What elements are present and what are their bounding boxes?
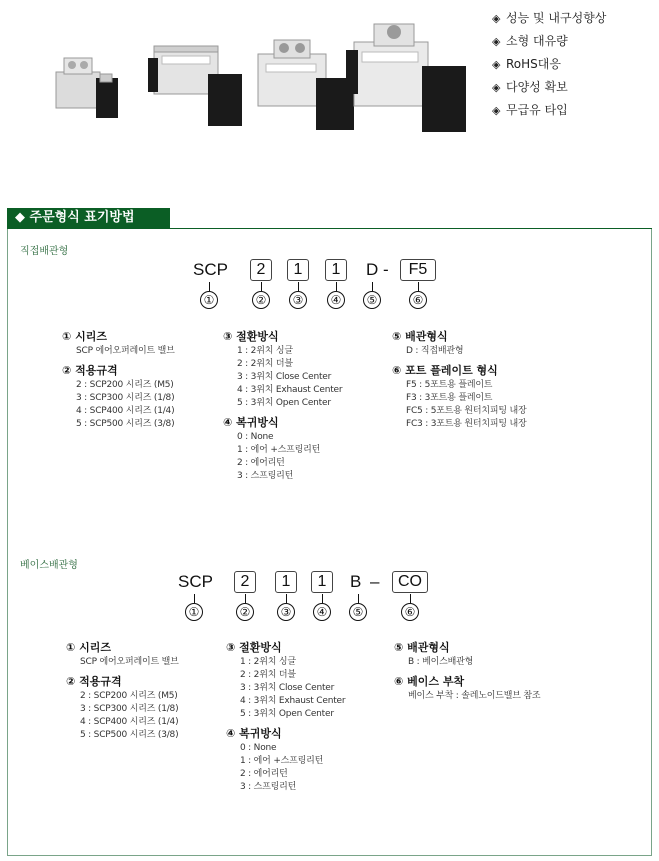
marker-5: ⑤ [363, 291, 381, 309]
desc-line: 5 : 3위치 Open Center [240, 709, 334, 719]
desc-line: 3 : 3위치 Close Center [240, 683, 335, 693]
connector [410, 594, 411, 603]
connector [194, 594, 195, 603]
product-image-scp200 [52, 50, 122, 130]
code-return: 1 [325, 259, 347, 281]
feature-item: ◈ RoHS대응 [492, 57, 561, 71]
connector [322, 594, 323, 603]
code-switch: 1 [275, 571, 297, 593]
direct-col1 [62, 329, 175, 431]
desc-line: 3 : 스프링리턴 [240, 782, 297, 792]
desc-line: 베이스 부착 : 솔레노이드밸브 참조 [408, 691, 541, 701]
code-piping: B [350, 572, 362, 591]
marker-6: ⑥ [409, 291, 427, 309]
connector [209, 282, 210, 291]
desc-line: 2 : 2위치 더블 [237, 359, 293, 369]
desc-line: 5 : SCP500 시리즈 (3/8) [76, 419, 175, 429]
desc-title: ① 시리즈 [66, 641, 112, 654]
desc-line: FC3 : 3포트용 원터치피팅 내장 [406, 419, 527, 429]
subtitle-base: 베이스배관형 [20, 560, 78, 571]
desc-title: ⑥ 베이스 부착 [394, 675, 465, 688]
desc-line: 1 : 2위치 싱글 [237, 346, 293, 356]
desc-line: F5 : 5포트용 플레이트 [406, 380, 493, 390]
desc-line: 1 : 에어 +스프링리턴 [240, 756, 324, 766]
subtitle-direct: 직접배관형 [20, 246, 69, 257]
section-title: ◆ 주문형식 표기방법 [7, 208, 170, 228]
desc-line: 4 : 3위치 Exhaust Center [237, 385, 343, 395]
product-image-scp300 [148, 38, 248, 130]
direct-col2 [223, 329, 342, 483]
connector [298, 282, 299, 291]
desc-title: ② 적용규격 [66, 675, 122, 688]
desc-line: 3 : SCP300 시리즈 (1/8) [80, 704, 179, 714]
desc-title: ⑤ 배관형식 [392, 330, 448, 343]
marker-3: ③ [289, 291, 307, 309]
marker-6: ⑥ [401, 603, 419, 621]
connector [261, 282, 262, 291]
code-piping: D [366, 260, 379, 279]
code-plate: F5 [400, 259, 436, 281]
code-return: 1 [311, 571, 333, 593]
desc-line: 5 : 3위치 Open Center [237, 398, 331, 408]
marker-3: ③ [277, 603, 295, 621]
desc-title: ④ 복귀방식 [223, 416, 279, 429]
desc-line: SCP 에어오퍼레이트 밸브 [80, 657, 179, 667]
feature-item: ◈ 무급유 타입 [492, 103, 568, 117]
connector [372, 282, 373, 291]
code-size: 2 [234, 571, 256, 593]
desc-line: 1 : 에어 +스프링리턴 [237, 445, 321, 455]
desc-line: F3 : 3포트용 플레이트 [406, 393, 493, 403]
connector [336, 282, 337, 291]
feature-item: ◈ 성능 및 내구성향상 [492, 11, 607, 25]
desc-line: 5 : SCP500 시리즈 (3/8) [80, 730, 179, 740]
desc-line: 0 : None [240, 743, 277, 753]
code-plate: CO [392, 571, 428, 593]
code-dash: - [383, 260, 389, 279]
code-size: 2 [250, 259, 272, 281]
base-col3 [394, 640, 540, 703]
feature-item: ◈ 다양성 확보 [492, 80, 568, 94]
code-series: SCP [193, 260, 228, 279]
marker-4: ④ [327, 291, 345, 309]
desc-line: 3 : 스프링리턴 [237, 471, 294, 481]
desc-line: 4 : SCP400 시리즈 (1/4) [76, 406, 175, 416]
marker-1: ① [185, 603, 203, 621]
desc-line: 3 : 3위치 Close Center [237, 372, 332, 382]
desc-line: 4 : 3위치 Exhaust Center [240, 696, 346, 706]
desc-title: ③ 절환방식 [226, 641, 282, 654]
base-col1 [66, 640, 179, 742]
desc-line: 0 : None [237, 432, 274, 442]
desc-line: FC5 : 5포트용 원터치피팅 내장 [406, 406, 527, 416]
connector [418, 282, 419, 291]
marker-2: ② [236, 603, 254, 621]
connector [358, 594, 359, 603]
marker-1: ① [200, 291, 218, 309]
desc-line: SCP 에어오퍼레이트 밸브 [76, 346, 175, 356]
desc-title: ② 적용규격 [62, 364, 118, 377]
connector [245, 594, 246, 603]
desc-line: 2 : 에어리턴 [240, 769, 288, 779]
desc-line: 2 : 에어리턴 [237, 458, 285, 468]
desc-line: 2 : SCP200 시리즈 (M5) [76, 380, 174, 390]
desc-line: D : 직접배관형 [406, 346, 464, 356]
desc-line: 4 : SCP400 시리즈 (1/4) [80, 717, 179, 727]
desc-title: ① 시리즈 [62, 330, 108, 343]
desc-title: ⑥ 포트 플레이트 형식 [392, 364, 498, 377]
code-switch: 1 [287, 259, 309, 281]
connector [286, 594, 287, 603]
desc-line: 1 : 2위치 싱글 [240, 657, 296, 667]
marker-5: ⑤ [349, 603, 367, 621]
marker-2: ② [252, 291, 270, 309]
code-series: SCP [178, 572, 213, 591]
desc-line: B : 베이스배관형 [408, 657, 474, 667]
feature-item: ◈ 소형 대유량 [492, 34, 568, 48]
desc-title: ⑤ 배관형식 [394, 641, 450, 654]
desc-line: 2 : SCP200 시리즈 (M5) [80, 691, 178, 701]
base-col2 [226, 640, 345, 794]
product-image-scp500 [344, 16, 470, 138]
desc-line: 3 : SCP300 시리즈 (1/8) [76, 393, 175, 403]
desc-title: ④ 복귀방식 [226, 727, 282, 740]
desc-line: 2 : 2위치 더블 [240, 670, 296, 680]
code-dash: – [370, 572, 380, 591]
marker-4: ④ [313, 603, 331, 621]
desc-title: ③ 절환방식 [223, 330, 279, 343]
direct-col3 [392, 329, 527, 431]
